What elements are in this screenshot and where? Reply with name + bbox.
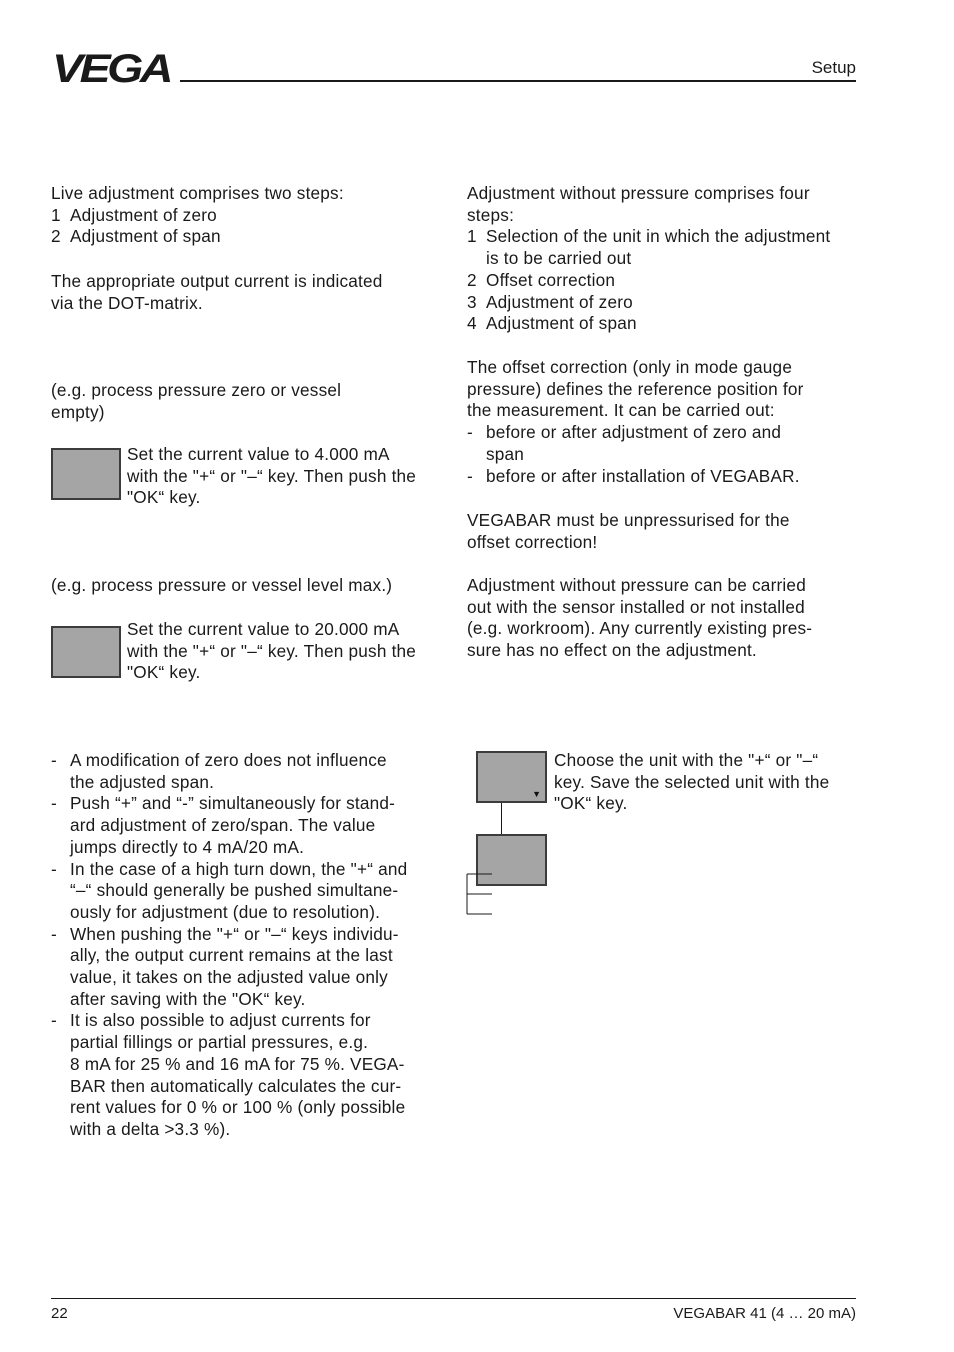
- unit-instruction: [554, 750, 829, 815]
- text-line: 8 mA for 25 % and 16 mA for 75 %. VEGA-: [70, 1053, 405, 1074]
- product-name: VEGABAR 41 (4 … 20 mA): [673, 1305, 856, 1322]
- text-line: - A modification of zero does not influence: [70, 750, 387, 770]
- text-line: the adjusted span.: [70, 771, 215, 792]
- list-item: [467, 422, 804, 465]
- list-item: [467, 466, 804, 488]
- no-pressure-intro: [467, 183, 830, 335]
- text-line: after saving with the "OK“ key.: [70, 988, 306, 1009]
- text-line: Set the current value to 4.000 mA: [127, 444, 390, 464]
- menu-branch-lines: [464, 872, 494, 916]
- text-line: (e.g. process pressure or vessel level max.): [51, 575, 393, 595]
- zero-instruction: [127, 444, 416, 509]
- list-item: [467, 313, 830, 335]
- text-line: Adjustment of zero: [486, 291, 633, 312]
- text-line: (e.g. process pressure zero or vessel: [51, 380, 342, 400]
- installed-info: [467, 575, 812, 662]
- text-line: the measurement. It can be carried out:: [467, 400, 775, 421]
- step-number: 2: [467, 269, 477, 290]
- text-line: "OK“ key.: [127, 487, 201, 508]
- vega-logo-text: VEGA: [52, 48, 171, 88]
- output-current-info: [51, 271, 383, 314]
- vega-logo: [52, 48, 172, 88]
- step-number: 2: [51, 226, 61, 247]
- zero-example: [51, 380, 341, 423]
- list-item: [467, 226, 830, 269]
- step-number: 1: [467, 226, 477, 247]
- text-line: - It is also possible to adjust currents for: [70, 1010, 371, 1031]
- span-example: [51, 575, 392, 597]
- unit-display: [476, 751, 547, 803]
- step-text: Adjustment of zero: [70, 204, 217, 225]
- span-instruction: [127, 619, 416, 684]
- list-item: [51, 226, 344, 248]
- text-line: Adjustment of span: [486, 313, 637, 334]
- text-line: (e.g. workroom). Any currently existing pres-: [467, 618, 813, 639]
- text-line: Set the current value to 20.000 mA: [127, 619, 400, 639]
- step-number: 3: [467, 291, 477, 312]
- text-line: Choose the unit with the "+“ or "–“: [554, 750, 819, 770]
- text-line: Selection of the unit in which the adjustment: [486, 226, 831, 247]
- text-line: steps:: [467, 204, 515, 225]
- text-line: empty): [51, 401, 105, 422]
- step-number: 1: [51, 204, 61, 225]
- text-line: BAR then automatically calculates the cur-: [70, 1075, 402, 1096]
- text-line: - In the case of a high turn down, the "+“ and: [70, 858, 408, 879]
- section-title: Setup: [811, 58, 856, 77]
- unpressurised-note: [467, 510, 790, 553]
- text-line: Adjustment without pressure comprises four: [467, 183, 810, 203]
- menu-connector: [501, 803, 502, 834]
- text-line: span: [486, 443, 525, 464]
- list-item: [51, 859, 407, 924]
- step-number: 4: [467, 313, 477, 334]
- list-item: [467, 270, 830, 292]
- step-text: Adjustment of span: [70, 226, 221, 247]
- text-line: via the DOT-matrix.: [51, 292, 203, 313]
- text-line: - Push “+” and “-” simultaneously for stand-: [70, 793, 396, 814]
- text-line: The offset correction (only in mode gauge: [467, 357, 793, 377]
- text-line: The appropriate output current is indicated: [51, 271, 383, 291]
- text-line: is to be carried out: [486, 248, 632, 269]
- text-line: "OK“ key.: [554, 793, 628, 814]
- text-line: value, it takes on the adjusted value only: [70, 967, 388, 988]
- list-item: [51, 205, 344, 227]
- text-line: rent values for 0 % or 100 % (only possible: [70, 1097, 406, 1118]
- arrow-down-icon: ▼: [532, 789, 541, 799]
- text-line: - When pushing the "+“ or "–“ keys individu-: [70, 923, 399, 944]
- list-item: [51, 750, 407, 793]
- text-line: with the "+“ or "–“ key. Then push the: [127, 465, 417, 486]
- list-item: [51, 793, 407, 858]
- list-item: [467, 292, 830, 314]
- list-item: [51, 1010, 407, 1140]
- text-line: partial fillings or partial pressures, e.g.: [70, 1032, 369, 1053]
- footer-rule: [51, 1298, 856, 1299]
- text-line: sure has no effect on the adjustment.: [467, 640, 757, 661]
- text-line: with the "+“ or "–“ key. Then push the: [127, 640, 417, 661]
- live-adjustment-intro: [51, 183, 344, 248]
- text-line: - before or after adjustment of zero and: [486, 422, 782, 443]
- text-line: Live adjustment comprises two steps:: [51, 183, 344, 203]
- text-line: ally, the output current remains at the last: [70, 945, 393, 966]
- text-line: out with the sensor installed or not installed: [467, 596, 805, 617]
- text-line: "OK“ key.: [127, 662, 201, 683]
- text-line: Adjustment without pressure can be carried: [467, 575, 806, 595]
- text-line: ard adjustment of zero/span. The value: [70, 815, 376, 836]
- zero-display: [51, 448, 121, 500]
- span-display: [51, 626, 121, 678]
- text-line: - before or after installation of VEGABAR.: [486, 465, 800, 486]
- text-line: key. Save the selected unit with the: [554, 771, 830, 792]
- text-line: offset correction!: [467, 531, 598, 552]
- header-rule: [180, 80, 856, 82]
- text-line: “–“ should generally be pushed simultane-: [70, 880, 399, 901]
- list-item: [51, 924, 407, 1011]
- offset-correction-info: [467, 357, 804, 487]
- text-line: ously for adjustment (due to resolution).: [70, 901, 381, 922]
- text-line: with a delta >3.3 %).: [70, 1118, 231, 1139]
- text-line: Offset correction: [486, 269, 616, 290]
- text-line: VEGABAR must be unpressurised for the: [467, 510, 790, 530]
- notes-list: [51, 750, 407, 1141]
- text-line: jumps directly to 4 mA/20 mA.: [70, 836, 305, 857]
- text-line: pressure) defines the reference position for: [467, 378, 804, 399]
- page-number: 22: [51, 1305, 68, 1322]
